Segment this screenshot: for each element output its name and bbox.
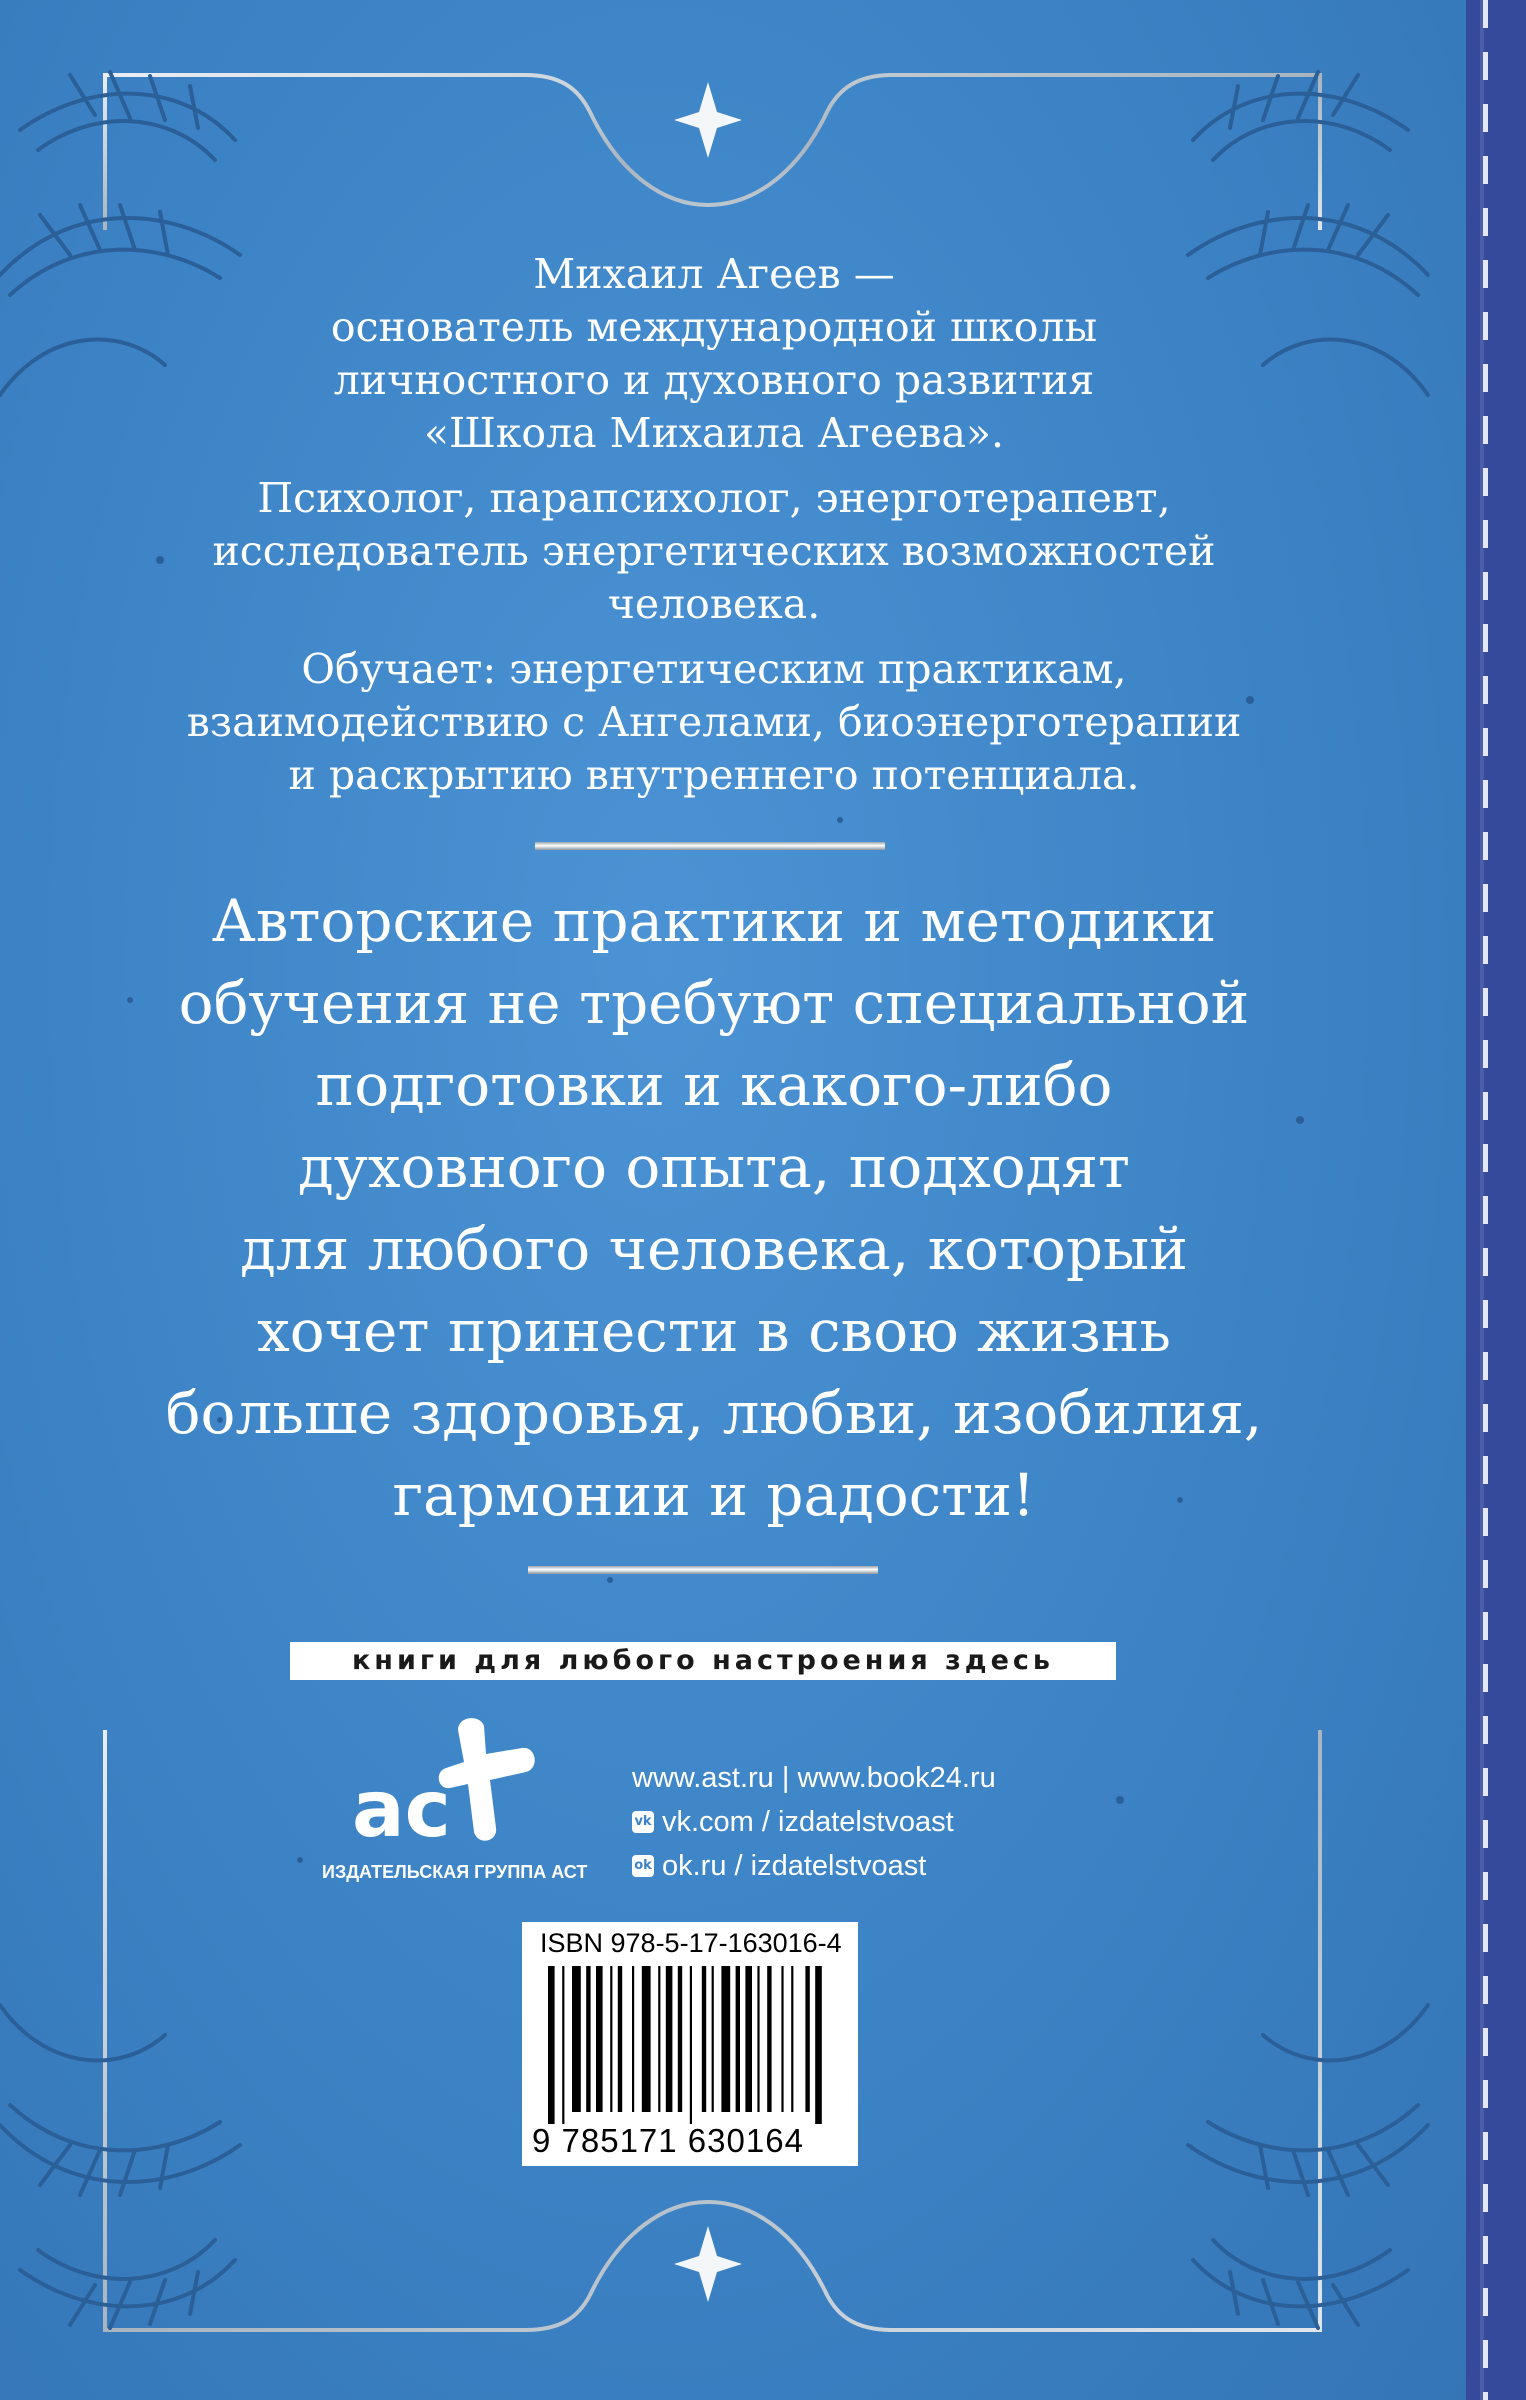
bio-line: «Школа Михаила Агеева». — [423, 409, 1005, 457]
barcode-bar — [548, 1966, 555, 2124]
description-line: Авторские практики и методики — [211, 887, 1217, 955]
ok-icon: ok — [632, 1855, 654, 1877]
spine — [1466, 0, 1526, 2400]
divider — [535, 842, 885, 850]
description — [0, 880, 1428, 1536]
bio-line: исследователь энергетических возможностей — [212, 527, 1216, 575]
barcode-bar — [658, 1966, 660, 2112]
bio-paragraph — [0, 472, 1428, 631]
bio-line: и раскрытию внутреннего потенциала. — [288, 751, 1140, 799]
barcode-bar — [586, 1966, 590, 2112]
star-icon — [674, 82, 742, 158]
barcode-bars — [548, 1966, 848, 2126]
star-icon — [674, 2226, 742, 2302]
bio-line: личностного и духовного развития — [333, 356, 1095, 404]
barcode-bar — [767, 1966, 771, 2112]
barcode-bar — [678, 1966, 682, 2112]
barcode-bar — [562, 1966, 564, 2124]
bio-line: основатель международной школы — [330, 303, 1098, 351]
barcode-bar — [610, 1966, 612, 2112]
publisher-caption: ИЗДАТЕЛЬСКАЯ ГРУППА АСТ — [322, 1862, 588, 1882]
bio-paragraph — [0, 248, 1428, 460]
feather-ornament-bottom-left — [0, 2005, 240, 2328]
sites-link[interactable] — [632, 1756, 996, 1800]
description-line: духовного опыта, подходят — [297, 1133, 1131, 1201]
vk-link[interactable] — [632, 1800, 996, 1844]
barcode-bar — [791, 1966, 793, 2112]
feather-ornament-bottom-right — [1188, 2005, 1428, 2328]
bio-line: Обучает: энергетическим практикам, — [301, 645, 1127, 693]
barcode-bar — [736, 1966, 740, 2112]
barcode-box — [522, 1922, 858, 2166]
ok-text: ok.ru / izdatelstvoast — [662, 1850, 927, 1882]
ok-link[interactable] — [632, 1844, 996, 1888]
bio-line: человека. — [607, 580, 821, 628]
description-line: гармонии и радости! — [392, 1461, 1036, 1529]
barcode-bar — [666, 1966, 673, 2112]
isbn-text: ISBN 978-5-17-163016-4 — [540, 1928, 842, 1958]
barcode-bar — [690, 1966, 692, 2124]
barcode-bar — [757, 1966, 759, 2112]
barcode-bar — [642, 1966, 651, 2112]
divider — [528, 1566, 878, 1574]
spine-stitching — [1483, 0, 1488, 2400]
barcode-bar — [805, 1966, 809, 2112]
cross-logo-icon — [439, 1718, 535, 1841]
author-bio — [0, 248, 1428, 814]
tagline: книги для любого настроения здесь — [290, 1642, 1116, 1680]
barcode-bar — [781, 1966, 783, 2112]
barcode-bar — [596, 1966, 603, 2112]
description-line: хочет принести в свою жизнь — [257, 1297, 1171, 1365]
barcode-bar — [745, 1966, 752, 2112]
barcode-bar — [712, 1966, 714, 2112]
bio-line: взаимодействию с Ангелами, биоэнерготерапии — [186, 698, 1242, 746]
ast-logo — [350, 1708, 550, 1858]
vk-icon: vk — [632, 1811, 654, 1833]
description-line: для любого человека, который — [240, 1215, 1188, 1283]
barcode-bar — [618, 1966, 622, 2112]
barcode-bar — [632, 1966, 634, 2112]
barcode-bar — [702, 1966, 706, 2112]
description-line: обучения не требуют специальной — [178, 969, 1250, 1037]
publisher-links — [632, 1756, 996, 1888]
description-line: больше здоровья, любви, изобилия, — [165, 1379, 1263, 1447]
logo-text: ас — [352, 1765, 451, 1855]
barcode-bar — [815, 1966, 822, 2124]
barcode-bar — [721, 1966, 730, 2112]
sites-text: www.ast.ru | www.book24.ru — [632, 1762, 996, 1794]
bio-paragraph — [0, 643, 1428, 802]
barcode-digits: 9 785171 630164 — [532, 2122, 804, 2159]
vk-text: vk.com / izdatelstvoast — [662, 1806, 954, 1838]
bio-line: Психолог, парапсихолог, энерготерапевт, — [257, 474, 1171, 522]
barcode-bar — [572, 1966, 581, 2112]
description-line: подготовки и какого-либо — [315, 1051, 1113, 1119]
bio-line: Михаил Агеев — — [533, 250, 895, 298]
